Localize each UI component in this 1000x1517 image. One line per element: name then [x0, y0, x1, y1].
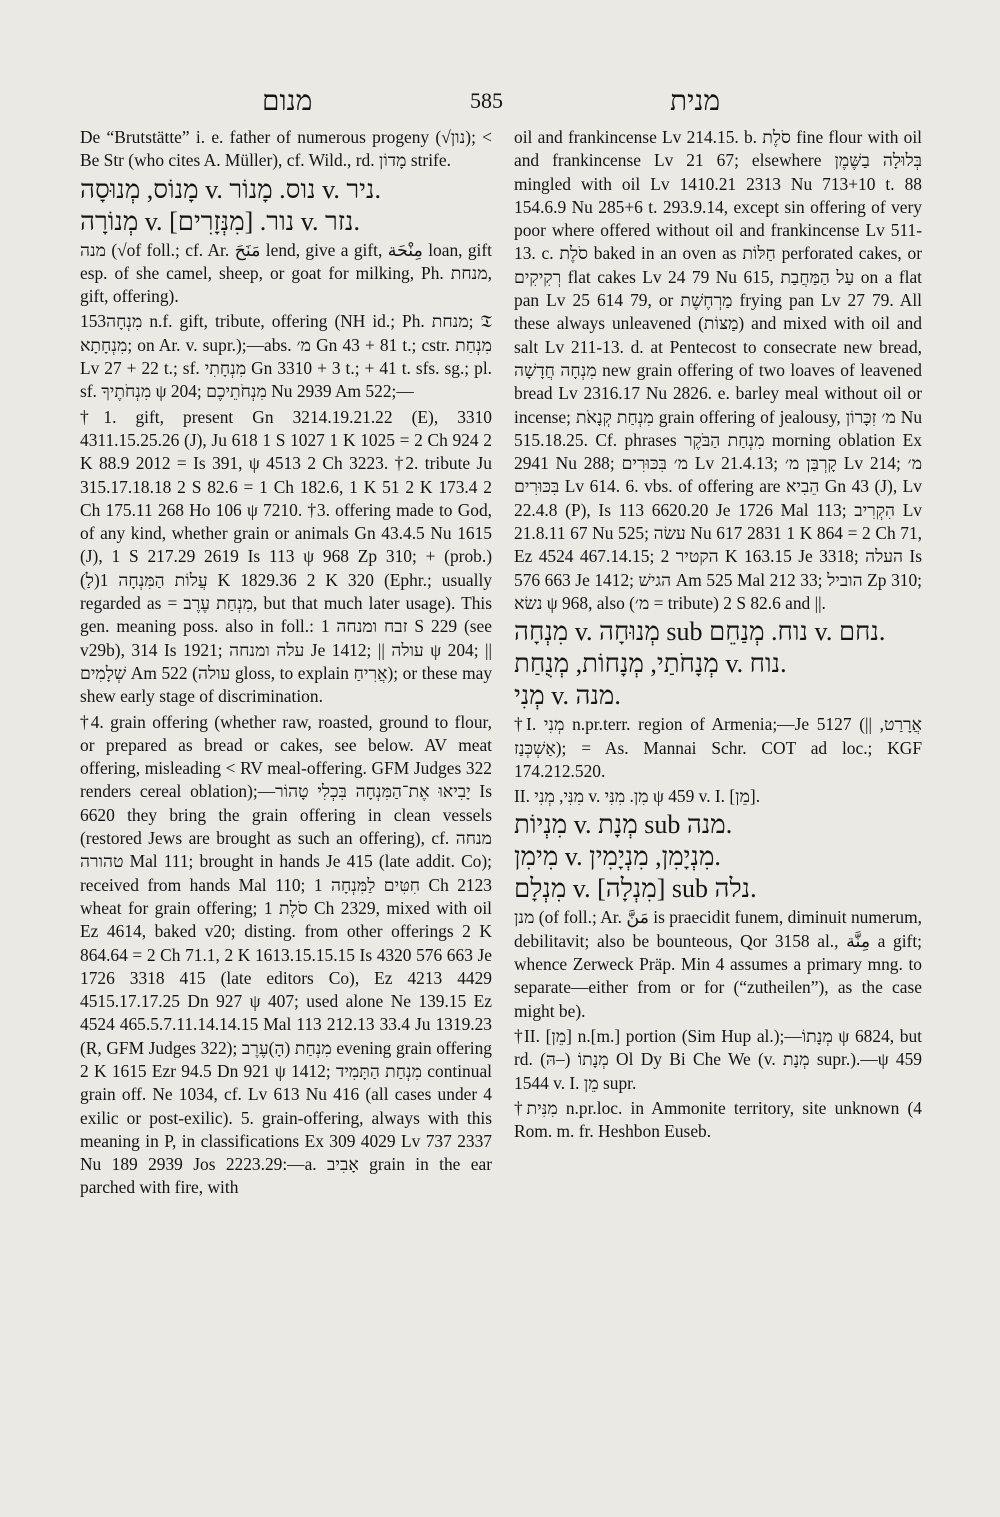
cross-ref-line: מִנְחָה v. מְנוּחָה sub נוח. מְנַחֵם v. נחם.	[514, 617, 886, 647]
root-entry: מנה (√of foll.; cf. Ar. مَنَحَ lend, give a gift, مِنْحَة loan, gift esp. of she camel, sheep, or goat for milking, Ph. מנחת, gift, offering).	[80, 239, 493, 307]
left-column	[80, 126, 492, 1202]
left-running-headword: מנום	[262, 86, 313, 117]
cross-ref-line: II. מִנִּי, מְנִי v. מִן. מִנִּי ψ 459 v. I. [מֵן].	[514, 786, 761, 807]
sense-paragraph: †1. gift, present Gn 3214.19.21.22 (E), 3310 4311.15.25.26 (J), Ju 618 1 S 1027 1 K 1025 = 2 Ch 924 2 K 88.9 2012 = Is 391, ψ 4513 2 Ch 3223. †2. tribute Ju 315.17.18.18 2 S 82.6 = 1 Ch 182.6, 1 K 51 2 K 173.4 2 Ch 175.11 268 Ho 106 ψ 7210. †3. offering made to God, of any kind, whether grain or animals Gn 43.4.5 Nu 1615 (J), 1 S 217.29 2619 Is 113 ψ 968 Zp 310; + (prob.) (לַ)עֲלוֹת הַמִּנְחָה 1 K 1829.36 2 K 320 (Ephr.; usually regarded as = מִנְחַת עֶרֶב, but that much later usage). This gen. meaning poss. also in foll.: זבח ומנחה 1 S 229 (see v29b), 314 Is 1921; עלה ומנחה Je 1412; || עולה ψ 204; || שְׁלָמִים Am 522 (עולה gloss, to explain אֲרִיחַ); or these may shew early stage of discrimination.	[80, 406, 493, 707]
right-running-headword: מנית	[670, 86, 721, 117]
cross-ref-line: מְנוֹרָה v. נור. [מִנְּזָרִים] v. נזר.	[80, 206, 360, 236]
main-entry: †מִנִּית n.pr.loc. in Ammonite territory, site unknown (4 Rom. m. fr. Heshbon Euseb.	[514, 1097, 922, 1142]
cross-ref-line: מִנְלָם v. [מִנְלָה] sub נלה.	[514, 874, 757, 904]
cross-ref-line: מִנְיוֹת v. מְנָת sub מנה.	[514, 810, 733, 840]
entry-continuation: De “Brutstätte” i. e. father of numerous progeny (√נון); < Be Str (who cites A. Müller), cf. Wild., rd. מָדוֹן strife.	[80, 127, 492, 171]
main-entry: †I. מְנִי n.pr.terr. region of Armenia;—Je 5127 (|| אֲרָרַט, אַשְׁכְּנַז); = As. Mannai Schr. COT ad loc.; KGF 174.212.520.	[514, 714, 922, 781]
cross-ref-line: מְנִי v. מנה.	[514, 681, 621, 711]
page-header	[0, 84, 1000, 120]
main-entry: מִנְחָה153 n.f. gift, tribute, offering (NH id.; Ph. מנחת; 𝔗 מִנְחָתָא; on Ar. v. supr.);—abs. מ׳ Gn 43 + 81 t.; cstr. מִנְחַת Lv 27 + 22 t.; sf. מִנְחָתִי Gn 3310 + 3 t.; + 41 t. sfs. sg.; pl. sf. מִנְחֹתֶיךָ ψ 204; מִנְחֹתֵיכֶם Nu 2939 Am 522;—	[80, 311, 492, 402]
cross-ref-line: מְנָחֹתַי, מְנָחוֹת, מְנֻחַת v. נוח.	[514, 649, 787, 679]
root-entry: מנן (of foll.; Ar. مَنَّ is praecidit funem, diminuit numerum, debilitavit; also be bounteous, Qor 3158 al., مِنَّة a gift; whence Zerweck Präp. Min 4 assumes a primary mng. to separate—either from or for (“zutheilen”), as the case might be).	[514, 907, 922, 1021]
page-number: 585	[470, 88, 503, 113]
sense-paragraph: †4. grain offering (whether raw, roasted, ground to flour, or prepared as bread or cakes, see below. AV meat offering, misleading < RV meal-offering. GFM Judges 322 renders cereal oblation);—יָבִיאוּ אֶת־הַמִּנְחָה בִּכְלִי טָהוֹר Is 6620 they bring the grain offering in clean vessels (restored Jews are brought as such an offering), cf. מנחה טהורה Mal 111; brought in hands Je 415 (late addit. Co); received from hands Mal 110; חִטִּים לַמִּנְחָה 1 Ch 2123 wheat for grain offering; סֹלֶת 1 Ch 2329, mixed with oil Ez 4614, baked v20; disting. from other offerings 2 K 864.64 = 2 Ch 71.1, 2 K 1613.15.15.15 Is 4320 576 663 Je 1726 3318 415 (late editors Co), Ez 4213 4429 4515.17.17.25 Dn 927 ψ 407; used alone Ne 139.15 Ez 4524 465.5.7.11.14.14.15 Mal 113 212.13 33.4 Ju 1319.23 (R, GFM Judges 322); מִנְחַת (הָ)עֶרֶב evening grain offering 2 K 1615 Ezr 94.5 Dn 921 ψ 1412; מִנְחַת הַתָּמִיד continual grain off. Ne 1034, cf. Lv 613 Nu 416 (all cases under 4 exilic or post-exilic). 5. grain-offering, always with this meaning in P, in classifications Ex 309 4029 Lv 737 2337 Nu 189 2939 Jos 2223.29:—a. אָבִיב grain in the ear parched with fire, with	[80, 711, 493, 1198]
main-entry: †II. [מֵן] n.[m.] portion (Sim Hup al.);—מְנָתוֹ ψ 6824, but rd. (הּ–) מְנָתוֹ Ol Dy Bi Che We (v. מְנָת supr.).—ψ 459 1544 v. I. מֵן supr.	[514, 1025, 923, 1093]
sense-paragraph: oil and frankincense Lv 214.15. b. סֹלֶת fine flour with oil and frankincense Lv 21 67; elsewhere בְּלוּלָה בַשֶּׁמֶן mingled with oil Lv 1410.21 2313 Nu 713+10 t. 88 154.6.9 Nu 285+6 t. 293.9.14, except sin offering of very poor where offered without oil and frankincense Lv 511-13. c. סֹלֶת baked in an oven as חַלּוֹת perforated cakes, or רְקִיקִים flat cakes Lv 24 79 Nu 615, עַל הַמַּחֲבַת on a flat pan Lv 25 614 79, or מַרְחֶשֶׁת frying pan Lv 27 79. All these always unleavened (מַצּוֹת) and mixed with oil and salt Lv 211-13. d. at Pentecost to consecrate new bread, מִנְחָה חֲדָשָׁה new grain offering of two loaves of leavened bread Lv 2316.17 Nu 2826. e. barley meal without oil or incense; מִנְחַת קְנָאֹת grain offering of jealousy, מ׳ זִכָּרוֹן Nu 515.18.25. Cf. phrases מִנְחַת הַבֹּקֶר morning oblation Ex 2941 Nu 288; מ׳ בִּכּוּרִים Lv 21.4.13; קָרְבַּן מ׳ Lv 214; מ׳ בִּכּוּרִים Lv 614. 6. vbs. of offering are הֵבִיא Gn 43 (J), Lv 22.4.8 (P), Is 113 6620.20 Je 1726 Mal 113; הִקְרִיב Lv 21.8.11 67 Nu 525; עשׂה Nu 617 2831 1 K 864 = 2 Ch 71, Ez 4524 467.14.15; הקטיר 2 K 163.15 Je 3318; העלה Is 576 663 Je 1412; הגישׁ Am 525 Mal 212 33; הוביל Zp 310; נשׂא ψ 968, also (מ׳ = tribute) 2 S 82.6 and ||.	[514, 127, 923, 613]
right-column	[514, 126, 922, 1145]
cross-ref-line: מָנוֹס, מְנוּסָה v. נוס. מָנוֹר v. ניר.	[80, 174, 381, 204]
cross-ref-line: מִימִן v. מִנְיָמִן, מִנְיָמִין.	[514, 842, 721, 872]
